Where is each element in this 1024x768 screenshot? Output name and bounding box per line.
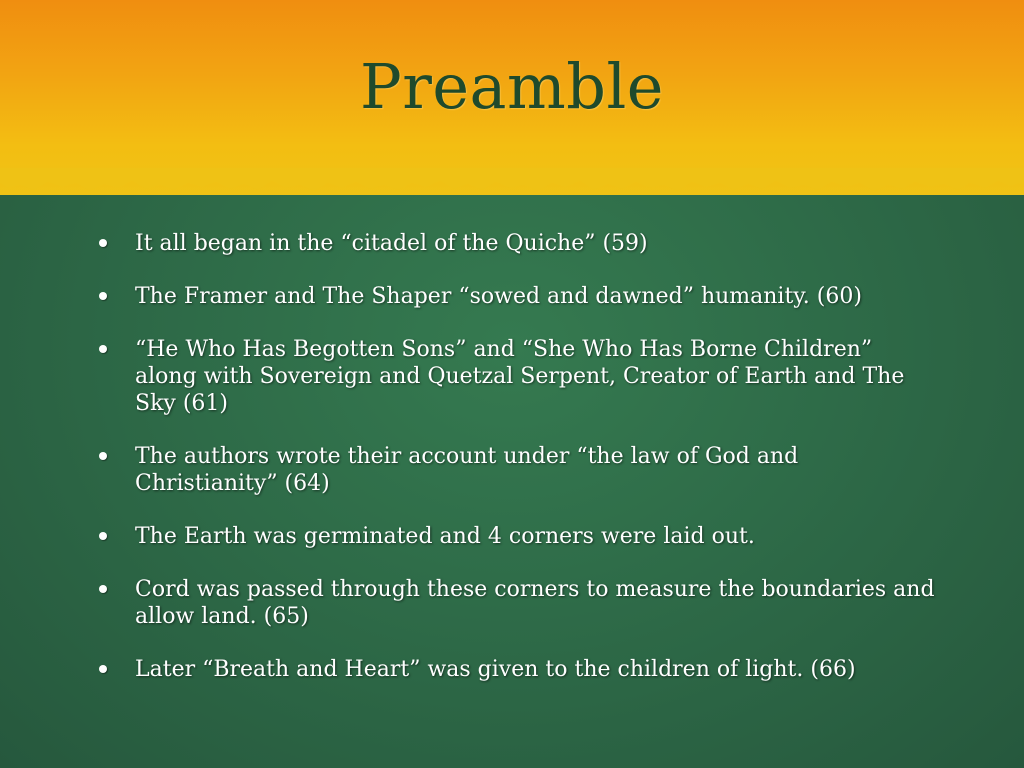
bullet-item (96, 336, 936, 417)
bullet-dot-icon (99, 239, 107, 247)
bullet-text: Later “Breath and Heart” was given to the children of light. (66) (135, 657, 856, 682)
bullet-item (96, 656, 936, 683)
bullet-item (96, 576, 936, 630)
bullet-dot-icon (99, 345, 107, 353)
bullet-text: The Framer and The Shaper “sowed and dawned” humanity. (60) (135, 284, 862, 309)
bullet-list (96, 230, 936, 709)
bullet-text: The Earth was germinated and 4 corners were laid out. (135, 524, 755, 549)
bullet-dot-icon (99, 292, 107, 300)
bullet-text: It all began in the “citadel of the Quiche” (59) (135, 231, 648, 256)
bullet-item (96, 523, 936, 550)
bullet-text: “He Who Has Begotten Sons” and “She Who Has Borne Children” along with Sovereign and Quetzal Serpent, Creator of Earth and The Sky (61) (135, 337, 905, 416)
bullet-dot-icon (99, 532, 107, 540)
bullet-dot-icon (99, 585, 107, 593)
bullet-item (96, 230, 936, 257)
bullet-item (96, 283, 936, 310)
bullet-text: Cord was passed through these corners to measure the boundaries and allow land. (65) (135, 577, 935, 629)
bullet-dot-icon (99, 665, 107, 673)
bullet-text: The authors wrote their account under “the law of God and Christianity” (64) (135, 444, 799, 496)
slide-title: Preamble (359, 50, 664, 123)
bullet-dot-icon (99, 452, 107, 460)
bullet-item (96, 443, 936, 497)
torn-edge-divider (0, 168, 1024, 202)
